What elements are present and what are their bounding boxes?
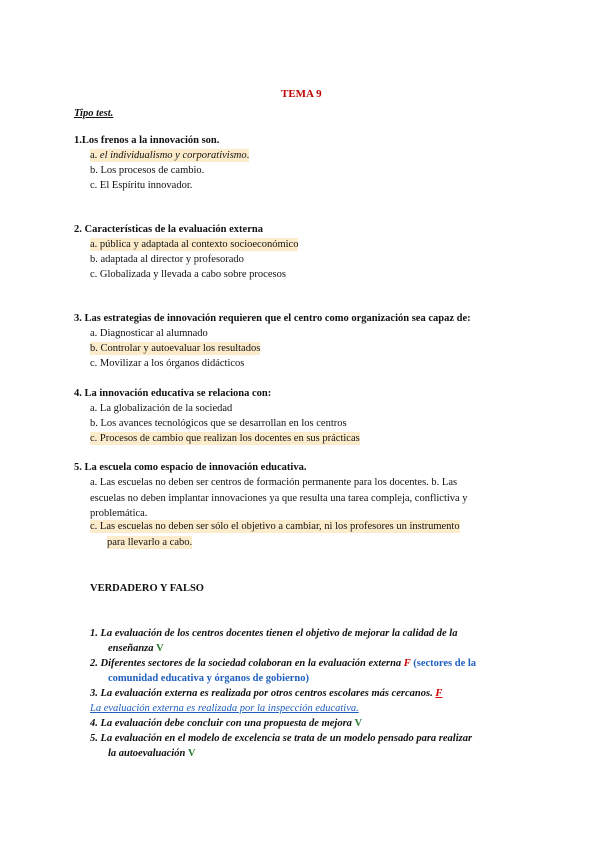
vf-item-1-line1: 1. La evaluación de los centros docentes tienen el objetivo de mejorar la calidad de la: [90, 628, 458, 639]
q2-option-b: b. adaptada al director y profesorado: [90, 254, 244, 265]
q3-option-c: c. Movilizar a los órganos didácticos: [90, 358, 245, 369]
q3-option-b: b. Controlar y autoevaluar los resultados: [90, 343, 261, 354]
question-4: 4. La innovación educativa se relaciona con:: [74, 388, 272, 399]
q5-option-ab-line3: problemática.: [90, 508, 148, 519]
vf-heading: VERDADERO Y FALSO: [90, 583, 204, 594]
vf-item-5-text: la autoevaluación: [108, 748, 186, 759]
vf-item-5-line1: 5. La evaluación en el modelo de excelencia se trata de un modelo pensado para realizar: [90, 733, 473, 744]
q4-option-c: c. Procesos de cambio que realizan los docentes en sus prácticas: [90, 433, 360, 444]
q2-option-a: a. pública y adaptada al contexto socioeconómico: [90, 239, 299, 250]
vf-item-2-text: 2. Diferentes sectores de la sociedad colaboran en la evaluación externa: [90, 658, 402, 669]
vf-item-2-line1: [90, 657, 476, 670]
q1-option-a-suffix: .: [246, 150, 250, 161]
q1-option-a-prefix: a.: [90, 150, 100, 161]
vf-item-2-answer: F: [403, 658, 411, 669]
q3-option-a: a. Diagnosticar al alumnado: [90, 328, 208, 339]
vf-item-3-text: 3. La evaluación externa es realizada por otros centros escolares más cercanos.: [90, 688, 433, 699]
q4-option-a: a. La globalización de la sociedad: [90, 403, 233, 414]
vf-item-4-answer: V: [354, 718, 363, 729]
q4-option-b: b. Los avances tecnológicos que se desarrollan en los centros: [90, 418, 347, 429]
vf-item-4-text: 4. La evaluación debe concluir con una propuesta de mejora: [90, 718, 352, 729]
vf-item-5-line2: [108, 747, 196, 760]
q5-option-c-line1: c. Las escuelas no deben ser sólo el objetivo a cambiar, ni los profesores un instrumento: [90, 521, 460, 532]
vf-item-3-answer: F: [435, 688, 443, 699]
question-2: 2. Características de la evaluación externa: [74, 224, 263, 235]
q1-option-c: c. El Espíritu innovador.: [90, 180, 193, 191]
question-3: 3. Las estrategias de innovación requieren que el centro como organización sea capaz de:: [74, 313, 471, 324]
vf-item-4-line1: [90, 717, 362, 730]
section-test-heading: Tipo test.: [74, 108, 114, 119]
q5-option-ab-line2: escuelas no deben implantar innovaciones ya que resulta una tarea compleja, conflictiva y: [90, 493, 468, 504]
vf-item-2-note-line2: comunidad educativa y órganos de gobierno): [108, 673, 309, 684]
vf-item-5-answer: V: [187, 748, 196, 759]
question-5: 5. La escuela como espacio de innovación educativa.: [74, 462, 307, 473]
vf-item-3-correction: La evaluación externa es realizada por la inspección educativa.: [90, 703, 359, 714]
vf-item-1-answer: V: [156, 643, 164, 654]
q1-option-b: b. Los procesos de cambio.: [90, 165, 205, 176]
vf-item-1-line2: [108, 642, 164, 655]
vf-item-2-note: (sectores de la: [413, 658, 477, 669]
q5-option-ab-line1: a. Las escuelas no deben ser centros de formación permanente para los docentes. b. Las: [90, 477, 458, 488]
q5-option-c-line2: para llevarlo a cabo.: [107, 537, 193, 548]
q2-option-c: c. Globalizada y llevada a cabo sobre procesos: [90, 269, 286, 280]
question-1: 1.Los frenos a la innovación son.: [74, 135, 220, 146]
page-title: TEMA 9: [281, 88, 322, 100]
q1-option-a-text: el individualismo y corporativismo: [99, 150, 247, 161]
vf-item-3-line1: [90, 687, 442, 700]
q1-option-a: [90, 149, 249, 162]
vf-item-1-text: enseñanza: [108, 643, 154, 654]
